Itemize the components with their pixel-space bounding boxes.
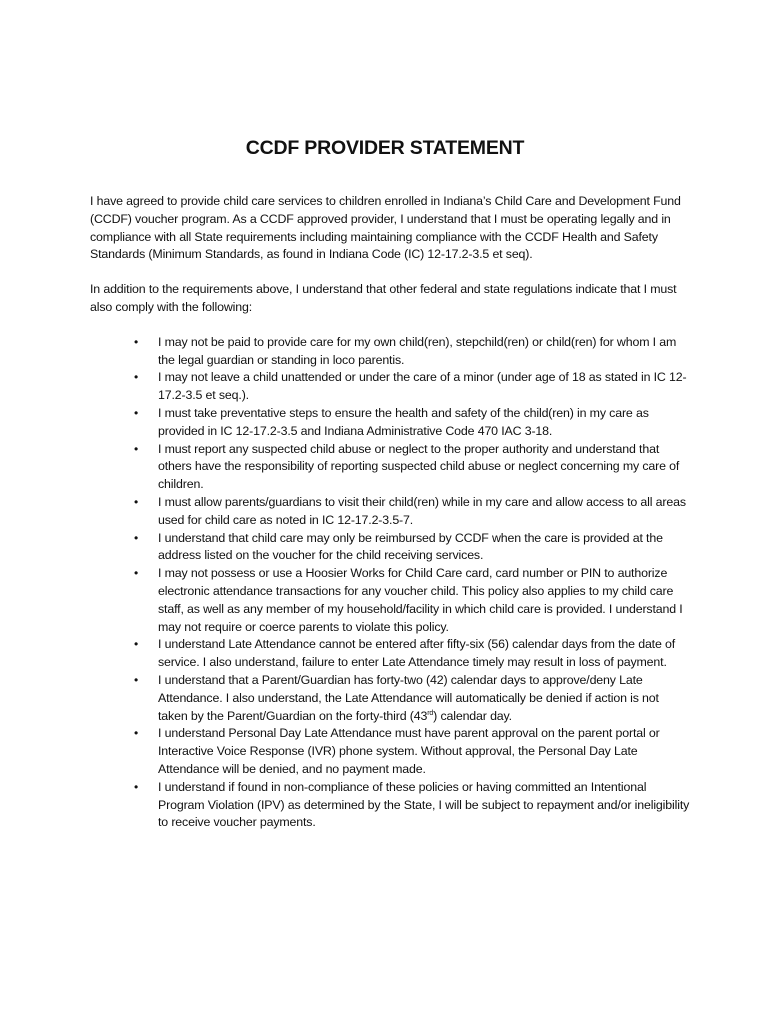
ordinal-superscript: rd xyxy=(427,709,434,717)
list-item-text-before: I understand that a Parent/Guardian has forty-two (42) calendar days to approve/deny Late Attendance. I also understand, the Late Attendance will automatically be denied if action is not taken by the Parent/Guardian on the forty-third (43 xyxy=(158,672,659,723)
intro-paragraph: I have agreed to provide child care services to children enrolled in Indiana’s Child Care and Development Fund (CCDF) voucher program. As a CCDF approved provider, I understand that I must be operating legally and in compliance with all State requirements including maintaining compliance with the CCDF Health and Safety Standards (Minimum Standards, as found in Indiana Code (IC) 12-17.2-3.5 et seq). xyxy=(90,194,681,262)
document-title: CCDF PROVIDER STATEMENT xyxy=(245,137,525,159)
list-item xyxy=(90,672,690,725)
list-item-text: I may not be paid to provide care for my own child(ren), stepchild(ren) or child(ren) for whom I am the legal guardian or standing in loco parentis. xyxy=(158,334,677,367)
bullet-icon: • xyxy=(134,530,139,545)
bullet-icon: • xyxy=(134,441,139,456)
requirements-paragraph: In addition to the requirements above, I understand that other federal and state regulations indicate that I must also comply with the following: xyxy=(90,282,677,314)
list-item xyxy=(90,725,690,778)
list-item-text: I understand if found in non-compliance of these policies or having committed an Intentional Program Violation (IPV) as determined by the State, I will be subject to repayment and/or ineligibility to receive voucher payments. xyxy=(158,779,690,830)
list-item-text: I must take preventative steps to ensure the health and safety of the child(ren) in my care as provided in IC 12-17.2-3.5 and Indiana Administrative Code 470 IAC 3-18. xyxy=(158,405,649,438)
bullet-icon: • xyxy=(134,405,139,420)
bullet-icon: • xyxy=(134,637,139,652)
list-item xyxy=(90,530,690,566)
bullet-icon: • xyxy=(134,566,139,581)
list-item xyxy=(90,494,690,530)
list-item-text-after: ) calendar day. xyxy=(433,708,512,723)
list-item-text: I must allow parents/guardians to visit their child(ren) while in my care and allow access to all areas used for child care as noted in IC 12-17.2-3.5-7. xyxy=(158,494,686,527)
list-item-text: I understand that child care may only be reimbursed by CCDF when the care is provided at the address listed on the voucher for the child receiving services. xyxy=(158,530,663,563)
list-item xyxy=(90,636,690,672)
bullet-icon: • xyxy=(134,334,139,349)
requirements-list xyxy=(90,334,690,832)
bullet-icon: • xyxy=(134,370,139,385)
bullet-icon: • xyxy=(134,494,139,509)
list-item-text xyxy=(158,673,659,723)
list-item-text: I understand Personal Day Late Attendance must have parent approval on the parent portal or Interactive Voice Response (IVR) phone system. Without approval, the Personal Day Late Attendance will be denied, and no payment made. xyxy=(158,726,660,776)
bullet-icon: • xyxy=(134,672,139,687)
document-body xyxy=(90,193,690,832)
list-item xyxy=(90,369,690,405)
list-item xyxy=(90,441,690,494)
list-item xyxy=(90,334,690,370)
list-item xyxy=(90,565,690,636)
list-item-text: I may not leave a child unattended or under the care of a minor (under age of 18 as stated in IC 12-17.2-3.5 et seq.). xyxy=(158,370,687,403)
list-item-text: I understand Late Attendance cannot be entered after fifty-six (56) calendar days from the date of service. I also understand, failure to enter Late Attendance timely may result in loss of payment. xyxy=(158,637,676,670)
list-item-text: I may not possess or use a Hoosier Works for Child Care card, card number or PIN to authorize electronic attendance transactions for any voucher child. This policy also applies to my child care staff, as well as any member of my household/facility in which child care is provided. I understand I may not require or coerce parents to violate this policy. xyxy=(158,566,683,634)
list-item xyxy=(90,779,690,832)
bullet-icon: • xyxy=(134,726,139,741)
bullet-icon: • xyxy=(134,779,139,794)
list-item-text: I must report any suspected child abuse or neglect to the proper authority and understand that others have the responsibility of reporting suspected child abuse or neglect concerning my care of children. xyxy=(158,441,680,492)
list-item xyxy=(90,405,690,441)
